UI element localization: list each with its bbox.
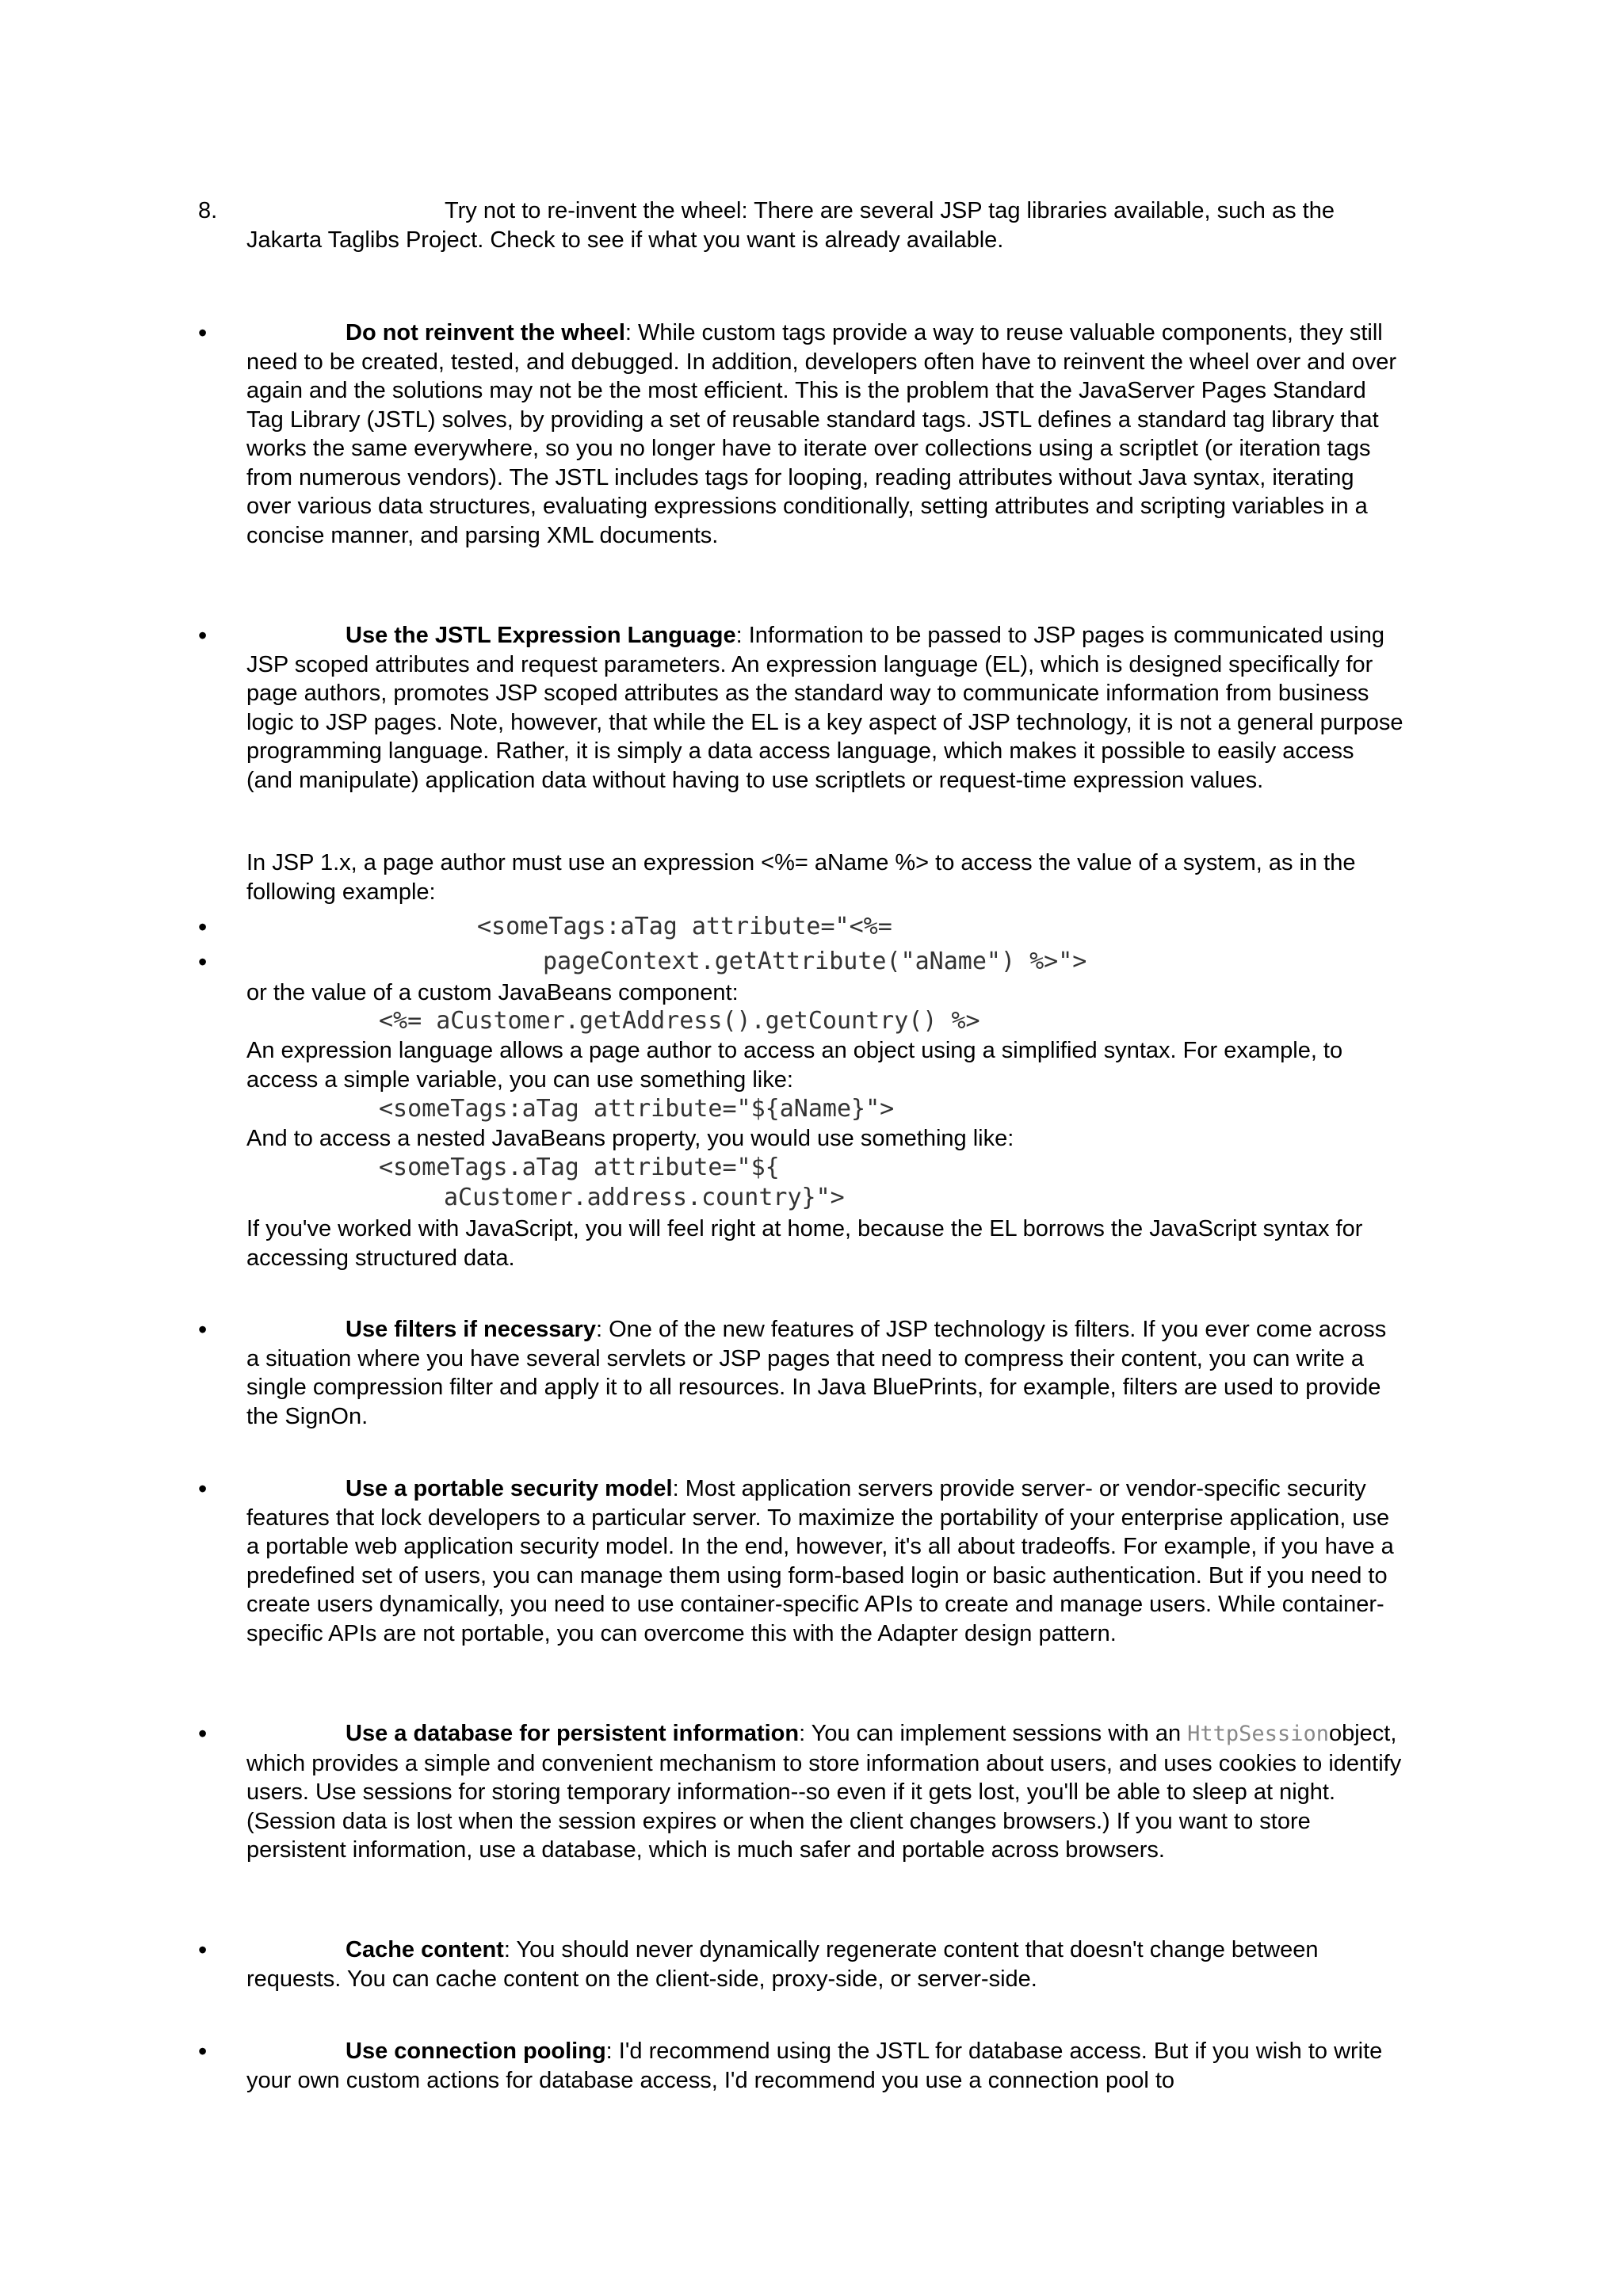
inline-code: HttpSession (1187, 1722, 1329, 1746)
bullet-marker: • (198, 318, 208, 347)
paragraph-filters (246, 1315, 1403, 1431)
section-title: Use filters if necessary (346, 1317, 596, 1342)
code-line: pageContext.getAttribute("aName") %>"> (543, 948, 1087, 975)
section-title: Use a database for persistent information (346, 1721, 800, 1746)
el-intro: In JSP 1.x, a page author must use an expression <%= aName %> to access the value of a system, as in the following example: (246, 850, 1356, 905)
or-text: or the value of a custom JavaBeans component: (246, 980, 739, 1005)
list-number: 8. (198, 198, 218, 223)
code-line: <someTags.aTag attribute="${ (379, 1154, 780, 1181)
bullet-marker: • (198, 621, 208, 650)
bullet-marker: • (198, 2037, 208, 2065)
section-title: Do not reinvent the wheel (346, 320, 625, 345)
bullet-marker: • (198, 1936, 208, 1964)
bullet-marker: • (198, 1719, 208, 1748)
section-text: : While custom tags provide a way to reuse valuable components, they still need to be created, tested, and debugged. In addition, developers often have to reinvent the wheel over and over again and the solutions may not be the most efficient. This is the problem that the JavaServer Pages Standard Tag Library (JSTL) solves, by providing a set of reusable standard tags. JSTL defines a standard tag library that works the same everywhere, so you no longer have to iterate over collections using a scriptlet (or iteration tags from numerous vendors). The JSTL includes tags for looping, reading attributes without Java syntax, iterating over various data structures, evaluating expressions conditionally, setting attributes and scripting variables in a concise manner, and parsing XML documents. (246, 320, 1397, 548)
paragraph-pooling (246, 2037, 1403, 2095)
section-text: : You should never dynamically regenerate content that doesn't change between requests. You can cache content on the client-side, proxy-side, or server-side. (246, 1937, 1319, 1992)
bullet-marker: • (198, 913, 208, 941)
section-text: : One of the new features of JSP technology is filters. If you ever come across a situation where you have several servlets or JSP pages that need to compress their content, you can write a single compression filter and apply it to all resources. In Java BluePrints, for example, filters are used to provide the SignOn. (246, 1317, 1387, 1429)
paragraph-item-8 (246, 196, 1403, 254)
bullet-marker: • (198, 1315, 208, 1344)
code-line: <someTags:aTag attribute="${aName}"> (379, 1095, 895, 1123)
section-title: Cache content (346, 1937, 504, 1962)
bullet-marker: • (198, 948, 208, 976)
paragraph-security (246, 1474, 1403, 1648)
section-text: : Most application servers provide server- or vendor-specific security features that lock developers to a particular server. To maximize the portability of your enterprise application, use a portable web application security model. In the end, however, it's all about tradeoffs. For example, if you have a predefined set of users, you can manage them using form-based login or basic authentication. But if you need to create users dynamically, you need to use container-specific APIs to create and manage users. While container-specific APIs are not portable, you can overcome this with the Adapter design pattern. (246, 1476, 1394, 1646)
code-line: aCustomer.address.country}"> (444, 1184, 845, 1211)
nested-text: And to access a nested JavaBeans property, you would use something like: (246, 1126, 1014, 1151)
paragraph-cache (246, 1936, 1403, 1993)
bullet-marker: • (198, 1474, 208, 1503)
code-line: <%= aCustomer.getAddress().getCountry() %> (379, 1007, 980, 1035)
item-8-text: Try not to re-invent the wheel: There are several JSP tag libraries available, such as the Jakarta Taglibs Project. Check to see if what you want is already available. (246, 198, 1335, 253)
paragraph-jstl-el (246, 621, 1403, 795)
js-text: If you've worked with JavaScript, you will feel right at home, because the EL borrows the JavaScript syntax for accessing structured data. (246, 1216, 1363, 1271)
paragraph-database (246, 1719, 1403, 1865)
section-text: : You can implement sessions with an (799, 1721, 1188, 1746)
el-text: An expression language allows a page author to access an object using a simplified syntax. For example, to access a simple variable, you can use something like: (246, 1038, 1343, 1093)
code-line: <someTags:aTag attribute="<%= (477, 913, 892, 940)
section-title: Use a portable security model (346, 1476, 673, 1501)
paragraph-reinvent-wheel (246, 318, 1403, 550)
section-title: Use connection pooling (346, 2039, 606, 2064)
section-title: Use the JSTL Expression Language (346, 623, 736, 648)
section-text: object, which provides a simple and convenient mechanism to store information about users, and uses cookies to identify users. Use sessions for storing temporary information--so even if it gets lost, you'll be able to sleep at night. (Session data is lost when the session expires or when the client changes browsers.) If you want to store persistent information, use a database, which is much safer and portable across browsers. (246, 1721, 1402, 1863)
section-text: : I'd recommend using the JSTL for database access. But if you wish to write your own custom actions for database access, I'd recommend you use a connection pool to (246, 2039, 1383, 2093)
section-text: : Information to be passed to JSP pages is communicated using JSP scoped attributes and request parameters. An expression language (EL), which is designed specifically for page authors, promotes JSP scoped attributes as the standard way to communicate information from business logic to JSP pages. Note, however, that while the EL is a key aspect of JSP technology, it is not a general purpose programming language. Rather, it is simply a data access language, which makes it possible to easily access (and manipulate) application data without having to use scriptlets or request-time expression values. (246, 623, 1403, 793)
